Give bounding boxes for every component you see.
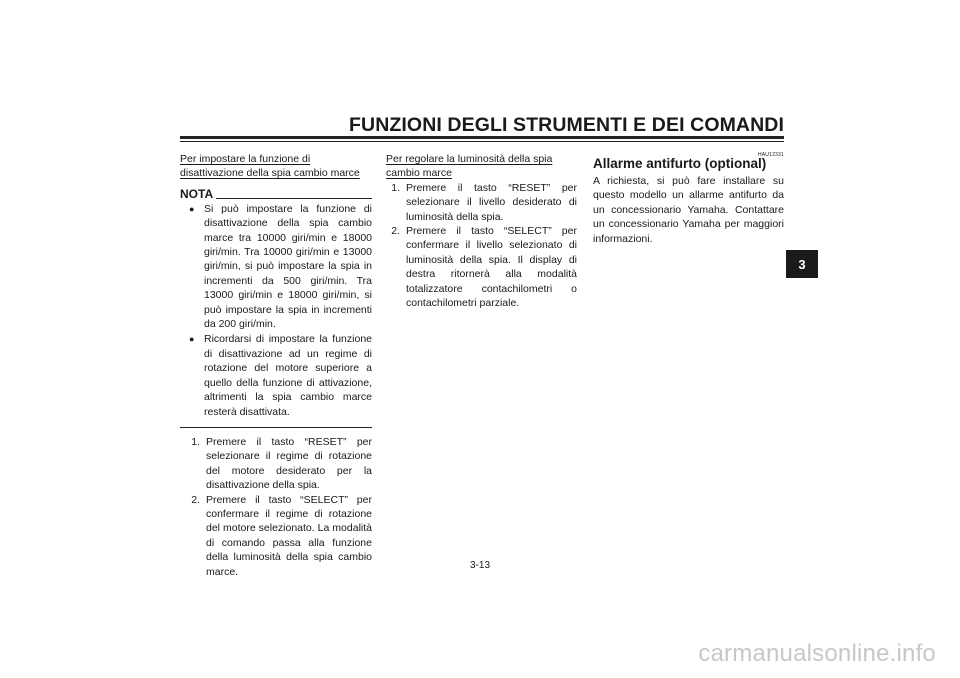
subheading-disable-shift-light: Per impostare la funzione di disattivazione della spia cambio marce: [180, 153, 360, 180]
step-number: 2.: [191, 493, 200, 506]
step-item: [386, 224, 577, 310]
bullet-icon: ●: [189, 334, 195, 345]
header-rule-thick: [180, 136, 784, 139]
step-text: Premere il tasto “SELECT” per confermare il regime di rotazione del motore selezionato. La modalità di comando passa alla funzione della luminosità della spia cambio marce.: [206, 493, 372, 578]
step-text: Premere il tasto “RESET” per selezionare il regime di rotazione del motore desiderato per la disattivazione della spia.: [206, 435, 372, 492]
step-number: 2.: [391, 225, 400, 238]
note-title: NOTA: [180, 186, 214, 201]
step-item: [180, 493, 372, 579]
column-left: [180, 152, 372, 579]
step-item: [180, 435, 372, 493]
column-middle: [386, 152, 577, 310]
column-right: [593, 152, 784, 246]
note-item: [180, 202, 372, 332]
step-number: 1.: [191, 435, 200, 448]
section-title: Allarme antifurto (optional): [593, 156, 767, 171]
note-item-text: Si può impostare la funzione di disattivazione della spia cambio marce tra 10000 giri/min e 18000 giri/min. Tra 10000 giri/min e 13000 giri/min, si può impostare la spia in incrementi da 500 giri/min. Tra 13000 giri/min e 18000 giri/min, si può impostare la spia in incrementi da 200 giri/min.: [204, 202, 372, 331]
step-item: [386, 181, 577, 224]
step-text: Premere il tasto “RESET” per selezionare il livello desiderato di luminosità della spia.: [406, 181, 577, 223]
page-number: 3-13: [470, 560, 491, 571]
header-rule-thin: [180, 141, 784, 142]
note-item-text: Ricordarsi di impostare la funzione di disattivazione ad un regime di rotazione del motore superiore a quello della funzione di attivazione, altrimenti la spia cambio marce resterà disattivata.: [204, 333, 372, 418]
note-rule: [216, 198, 372, 199]
note-header: [180, 187, 372, 201]
note-end-rule: [180, 427, 372, 428]
watermark: carmanualsonline.info: [698, 640, 936, 667]
bullet-icon: ●: [189, 203, 195, 214]
note-item: [180, 332, 372, 418]
section-code: HAU12331: [757, 152, 784, 158]
subheading-brightness: Per regolare la luminosità della spia cambio marce: [386, 153, 553, 180]
step-number: 1.: [391, 181, 400, 194]
chapter-tab: 3: [786, 250, 818, 278]
section-paragraph: A richiesta, si può fare installare su questo modello un allarme antifurto da un concessionario Yamaha. Contattare un concessionario Yamaha per maggiori informazioni.: [593, 175, 784, 245]
step-text: Premere il tasto “SELECT” per confermare il livello selezionato di luminosità della spia. Il display di destra ritornerà alla modalità totalizzatore contachilometri o contachilometri parziale.: [406, 225, 577, 310]
page-header-title: FUNZIONI DEGLI STRUMENTI E DEI COMANDI: [349, 114, 784, 136]
